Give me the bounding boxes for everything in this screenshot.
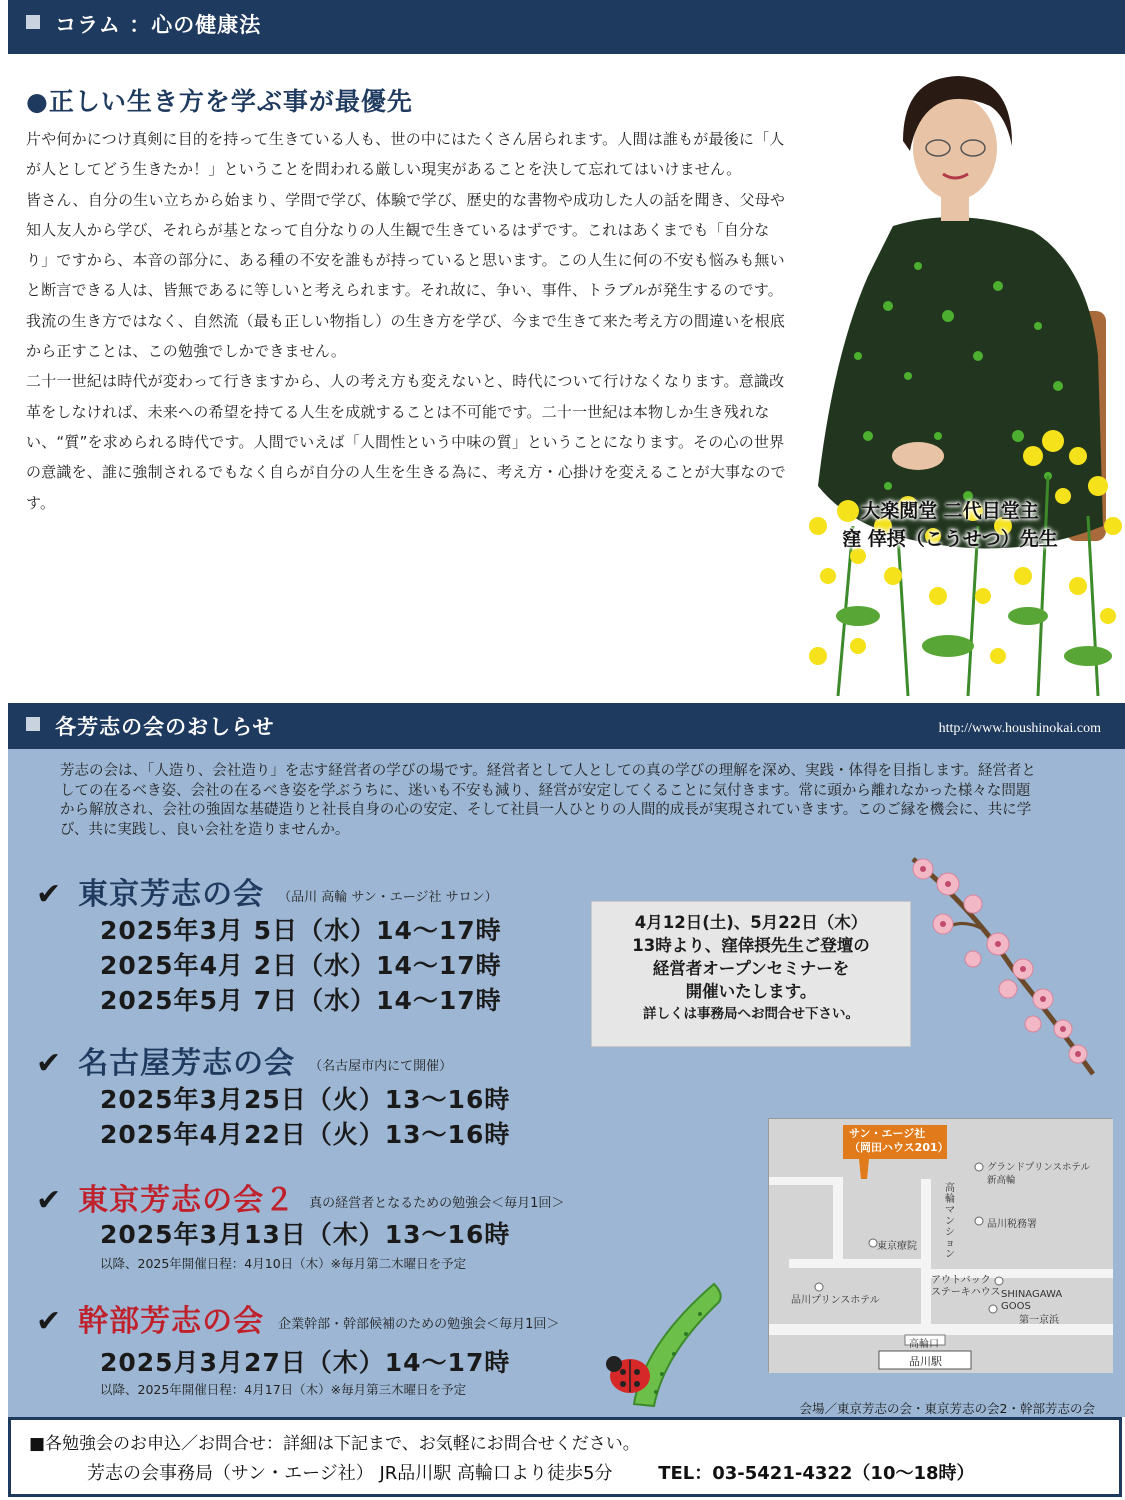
group-name: 東京芳志の会２ bbox=[78, 1183, 296, 1218]
news-section bbox=[8, 749, 1125, 1417]
group-title-nagoya bbox=[36, 1038, 452, 1082]
check-icon: ✔ bbox=[36, 1183, 63, 1218]
office-info: 芳志の会事務局（サン・エージ社） JR品川駅 高輪口より徒歩5分 bbox=[87, 1463, 613, 1484]
event-date: 2025年3月25日（火）13～16時 bbox=[100, 1085, 511, 1114]
check-icon: ✔ bbox=[36, 877, 63, 912]
seminar-line: 開催いたします。 bbox=[685, 982, 817, 1001]
column-paragraph: 二十一世紀は時代が変わって行きますから、人の考え方も変えないと、時代について行けなくなります。意識改革をしなければ、未来への希望を持てる人生を成就することは不可能です。二十一世紀は本物しか生き残れない、“質”を求められる時代です。人間でいえば「人間性という中味の質」ということになります。その心の世界の意識を、誰に強制されるでもなく自らが自分の人生を生きる為に、考え方・心掛けを変えることが大事なのです。 bbox=[26, 372, 786, 512]
event-date: 2025年5月 7日（水）14～17時 bbox=[100, 986, 502, 1015]
column-heading: ●正しい生き方を学ぶ事が最優先 bbox=[26, 87, 413, 116]
group-name: 幹部芳志の会 bbox=[78, 1304, 265, 1339]
cherry-blossom-illustration bbox=[903, 849, 1103, 1079]
phone-number[interactable]: TEL：03-5421-4322（10～18時） bbox=[658, 1463, 975, 1484]
map-office-label: サン・エージ社 （岡田ハウス201） bbox=[849, 1127, 949, 1154]
caption-line: 大楽閲堂 二代目堂主 bbox=[861, 500, 1039, 522]
map-label: SHINAGAWA GOOS bbox=[1001, 1289, 1063, 1312]
contact-intro: ■各勉強会のお申込／お問合せ：詳細は下記まで、お気軽にお問合せください。 bbox=[29, 1434, 640, 1454]
event-date: 2025年4月 2日（水）14～17時 bbox=[100, 951, 502, 980]
ladybug-illustration bbox=[604, 1274, 734, 1409]
website-link[interactable]: http://www.houshinokai.com bbox=[938, 721, 1101, 736]
news-header-band bbox=[8, 703, 1125, 749]
group-title-tokyo2 bbox=[36, 1175, 564, 1219]
map-label: 高輪口 bbox=[909, 1339, 939, 1350]
portrait-illustration bbox=[798, 56, 1125, 696]
group-subtitle: 企業幹部・幹部候補のための勉強会＜毎月1回＞ bbox=[278, 1317, 560, 1332]
group-subtitle: 真の経営者となるための勉強会＜毎月1回＞ bbox=[309, 1196, 565, 1211]
map-label: 品川プリンスホテル bbox=[791, 1295, 880, 1306]
event-date: 2025年3月13日（木）13～16時 bbox=[100, 1220, 511, 1249]
map-label: グランドプリンスホテル 新高輪 bbox=[987, 1162, 1091, 1186]
event-date: 2025年4月22日（火）13～16時 bbox=[100, 1120, 511, 1149]
map-label: アウトバック ステーキハウス bbox=[931, 1275, 1001, 1298]
portrait-caption bbox=[800, 497, 1100, 553]
square-bullet-icon bbox=[26, 15, 40, 29]
portrait-photo bbox=[798, 56, 1125, 696]
group-subtitle: （名古屋市内にて開催） bbox=[309, 1059, 453, 1074]
column-header-title: コラム ：心の健康法 bbox=[55, 13, 262, 37]
map-label: 品川税務署 bbox=[987, 1219, 1037, 1230]
seminar-line: 経営者オープンセミナーを bbox=[652, 959, 850, 978]
caption-line: 窪 倖摂（こうせつ）先生 bbox=[842, 528, 1058, 550]
map-station-label: 品川駅 bbox=[909, 1355, 942, 1368]
map-label: 高輪マンション bbox=[945, 1183, 955, 1260]
map-label: 第一京浜 bbox=[1019, 1315, 1059, 1326]
event-date: 2025年3月 5日（水）14～17時 bbox=[100, 916, 502, 945]
seminar-line: 詳しくは事務局へお問合せ下さい。 bbox=[643, 1006, 859, 1022]
news-header-title: 各芳志の会のおしらせ bbox=[55, 715, 275, 739]
check-icon: ✔ bbox=[36, 1046, 63, 1081]
group-title-executive bbox=[36, 1296, 559, 1340]
column-body bbox=[26, 124, 790, 518]
contact-box bbox=[8, 1417, 1122, 1497]
seminar-line: 13時より、窪倖摂先生ご登壇の bbox=[632, 936, 870, 955]
map-drawing bbox=[769, 1119, 1113, 1373]
group-title-tokyo bbox=[36, 869, 498, 913]
seminar-line: 4月12日(土)、5月22日（木） bbox=[634, 913, 868, 932]
schedule-note: 以降、2025年開催日程：4月17日（木）※毎月第三木曜日を予定 bbox=[100, 1382, 467, 1397]
square-bullet-icon bbox=[26, 717, 40, 731]
column-paragraph: 皆さん、自分の生い立ちから始まり、学問で学び、体験で学び、歴史的な書物や成功した人の話を聞き、父母や知人友人から学び、それらが基となって自分なりの人生観で生きているはずです。これはあくまでも「自分なり」ですから、本音の部分に、ある種の不安を誰もが持っていると思います。この人生に何の不安も悩みも無いと断言できる人は、皆無であるに等しいと考えられます。それ故に、争い、事件、トラブルが発生するのです。我流の生き方ではなく、自然流（最も正しい物指し）の生き方を学び、今まで生きて来た考え方の間違いを根底から正すことは、この勉強でしかできません。 bbox=[26, 190, 786, 361]
column-header-band bbox=[8, 0, 1125, 54]
seminar-notice bbox=[591, 901, 911, 1047]
group-name: 名古屋芳志の会 bbox=[78, 1046, 296, 1081]
schedule-note: 以降、2025年開催日程：4月10日（木）※毎月第二木曜日を予定 bbox=[100, 1256, 467, 1271]
column-paragraph: 片や何かにつけ真剣に目的を持って生きている人も、世の中にはたくさん居られます。人間は誰もが最後に「人が人としてどう生きたか！」ということを問われる厳しい現実があることを決して忘れてはいけません。 bbox=[26, 130, 785, 179]
group-name: 東京芳志の会 bbox=[78, 877, 265, 912]
venue-line: 会場／東京芳志の会・東京芳志の会2・幹部芳志の会 bbox=[799, 1401, 1095, 1416]
check-icon: ✔ bbox=[36, 1304, 63, 1339]
group-subtitle: （品川 高輪 サン・エージ社 サロン） bbox=[278, 890, 498, 905]
news-intro: 芳志の会は、「人造り、会社造り」を志す経営者の学びの場です。経営者として人としての真の学びの理解を深め、実践・体得を目指します。経営者としての在るべき姿、会社の在るべき姿を学ぶうちに、迷いも不安も減り、経営が安定してくることに気付きます。常に頭から離れなかった様々な問題から解放され、会社の強固な基礎造りと社長自身の心の安定、そして社員一人ひとりの人間的成長が実現されていきます。このご縁を機会に、共に学び、共に実践し、良い会社を造りませんか。 bbox=[60, 763, 1036, 838]
event-date: 2025月3月27日（木）14～17時 bbox=[100, 1348, 511, 1377]
access-map bbox=[768, 1118, 1112, 1372]
contact-details bbox=[87, 1459, 975, 1485]
map-label: 東京療院 bbox=[877, 1241, 917, 1252]
